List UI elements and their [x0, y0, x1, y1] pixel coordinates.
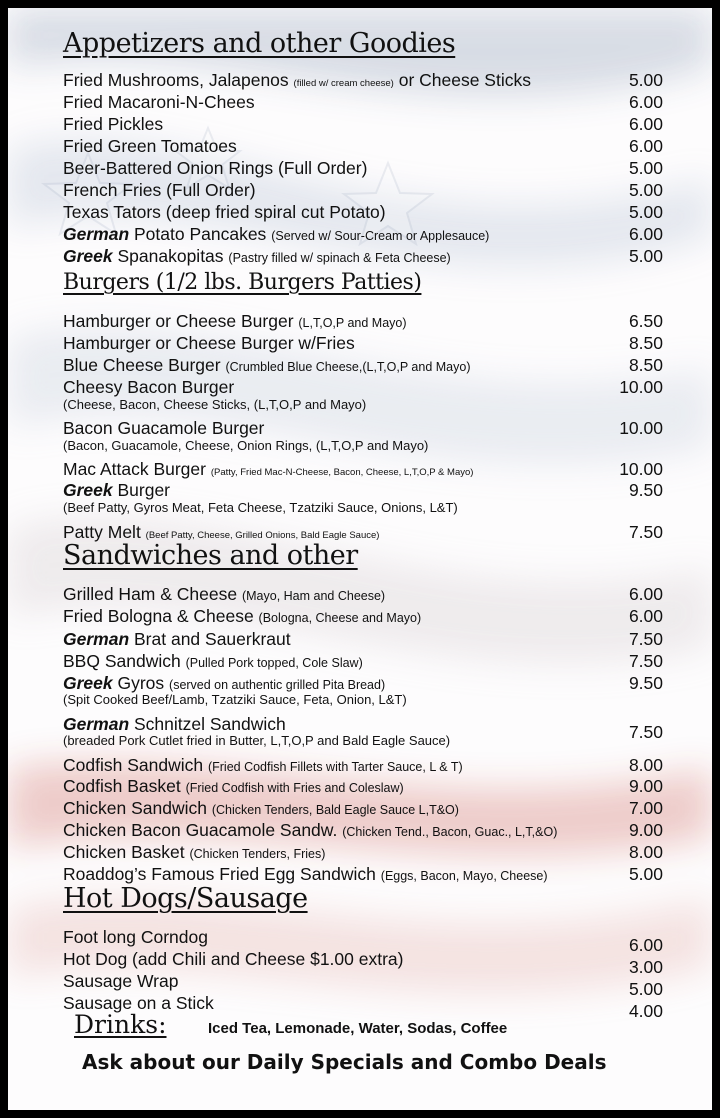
menu-item: [63, 332, 663, 354]
item-price: 7.50: [628, 629, 663, 649]
menu-item: [63, 310, 663, 332]
item-description: (Fried Codfish with Fries and Coleslaw): [185, 781, 404, 795]
menu-item: [63, 970, 663, 999]
item-price: 5.00: [628, 180, 663, 200]
item-origin: Greek: [63, 673, 113, 693]
menu-item: [63, 775, 663, 797]
menu-page: [8, 8, 712, 1110]
item-price: 4.00: [628, 1001, 663, 1021]
item-price: 6.00: [628, 606, 663, 626]
item-title: Hot Dog (add Chili and Cheese $1.00 extra): [63, 949, 404, 969]
item-description: (Bologna, Cheese and Mayo): [258, 611, 422, 625]
item-description: (Crumbled Blue Cheese,(L,T,O,P and Mayo): [225, 360, 471, 374]
item-title: Chicken Sandwich: [63, 798, 212, 818]
item-title: Beer-Battered Onion Rings (Full Order): [63, 158, 368, 178]
menu-item: [63, 91, 663, 113]
menu-item: [63, 69, 663, 91]
item-name: [63, 157, 367, 179]
item-price: 6.00: [628, 114, 663, 134]
menu-item: [63, 583, 663, 605]
item-title: Cheesy Bacon Burger: [63, 377, 235, 397]
item-description: (Mayo, Ham and Cheese): [241, 589, 386, 603]
item-title: Schnitzel Sandwich: [129, 714, 286, 734]
menu-item: [63, 841, 663, 863]
item-price: 3.00: [628, 957, 663, 977]
item-price: 6.00: [628, 584, 663, 604]
item-origin: Greek: [63, 480, 113, 500]
menu-item: [63, 926, 663, 955]
item-description: (Pastry filled w/ spinach & Feta Cheese): [228, 251, 451, 265]
menu-item: [63, 201, 663, 223]
item-price: 5.00: [628, 202, 663, 222]
item-description: (Chicken Tenders, Bald Eagle Sauce L,T&O): [211, 803, 459, 817]
item-price: 10.00: [619, 418, 663, 438]
item-title: Sausage on a Stick: [63, 993, 214, 1013]
item-title: Chicken Basket: [63, 842, 190, 862]
drinks-line: [74, 1010, 508, 1039]
item-name: [63, 713, 286, 735]
item-name: [63, 650, 363, 674]
item-price: 7.00: [628, 798, 663, 818]
item-price: 5.00: [628, 864, 663, 884]
item-name: [63, 354, 471, 378]
item-title: Roaddog’s Famous Fried Egg Sandwich: [63, 864, 381, 884]
item-description: (Patty, Fried Mac-N-Cheese, Bacon, Cheese, L,T,O,P & Mayo): [210, 467, 474, 478]
item-price: 9.00: [628, 820, 663, 840]
item-price: 6.00: [628, 136, 663, 156]
item-title: Fried Pickles: [63, 114, 164, 134]
item-description: (L,T,O,P and Mayo): [298, 316, 407, 330]
item-name: [63, 479, 170, 501]
item-name: [63, 332, 355, 354]
item-title: Hamburger or Cheese Burger w/Fries: [63, 333, 355, 353]
item-origin: German: [63, 629, 130, 649]
item-price: 5.00: [628, 979, 663, 999]
item-description: (Beef Patty, Gyros Meat, Feta Cheese, Tzatziki Sauce, Onions, L&T): [63, 500, 458, 515]
item-name: [63, 926, 208, 948]
item-title: French Fries (Full Order): [63, 180, 256, 200]
item-description: (breaded Pork Cutlet fried in Butter, L,T,O,P and Bald Eagle Sauce): [63, 733, 451, 748]
item-price: 7.50: [628, 651, 663, 671]
menu-item: [63, 479, 663, 501]
item-description: (filled w/ cream cheese): [293, 78, 394, 89]
menu-item: [63, 245, 663, 267]
item-description: (Chicken Tenders, Fries): [189, 847, 326, 861]
item-price: 5.00: [628, 246, 663, 266]
item-title: Codfish Basket: [63, 776, 186, 796]
item-name: [63, 223, 489, 247]
item-description: (Pulled Pork topped, Cole Slaw): [185, 656, 363, 670]
item-title: Potato Pancakes: [129, 224, 272, 244]
menu-item: [63, 376, 663, 398]
item-title: Fried Bologna & Cheese: [63, 606, 259, 626]
item-name: [63, 797, 459, 821]
menu-item: [63, 417, 663, 439]
item-name: [63, 245, 451, 269]
item-name: [63, 179, 256, 201]
item-title: Brat and Sauerkraut: [129, 629, 291, 649]
menu-item: [63, 863, 663, 885]
menu-item: [63, 135, 663, 157]
item-description: (Beef Patty, Cheese, Grilled Onions, Bald Eagle Sauce): [145, 530, 380, 541]
item-title: Bacon Guacamole Burger: [63, 418, 265, 438]
menu-item: [63, 754, 663, 776]
item-price: 10.00: [619, 459, 663, 479]
item-title: Grilled Ham & Cheese: [63, 584, 242, 604]
item-description: (Spit Cooked Beef/Lamb, Tzatziki Sauce, Feta, Onion, L&T): [63, 692, 407, 707]
item-price: 6.00: [628, 92, 663, 112]
item-title-continued: or Cheese Sticks: [393, 70, 531, 90]
item-name: [63, 417, 264, 439]
item-price: 5.00: [628, 70, 663, 90]
item-title: Fried Macaroni-N-Chees: [63, 92, 255, 112]
item-name: [63, 841, 325, 865]
menu-item: [63, 650, 663, 672]
menu-content: [8, 8, 712, 1110]
item-price: 8.00: [628, 755, 663, 775]
item-description: (Chicken Tend., Bacon, Guac., L,T,&O): [342, 825, 558, 839]
item-name: [63, 113, 163, 135]
item-price: 9.50: [628, 480, 663, 500]
item-title: Texas Tators (deep fried spiral cut Potato): [63, 202, 386, 222]
item-price: 10.00: [619, 377, 663, 397]
menu-item: [63, 948, 663, 977]
item-origin: German: [63, 714, 130, 734]
item-price: 5.00: [628, 158, 663, 178]
menu-item: [63, 458, 663, 480]
item-name: [63, 310, 407, 334]
item-description: (Fried Codfish Fillets with Tarter Sauce, L & T): [207, 760, 463, 774]
item-price: 6.00: [628, 935, 663, 955]
item-name: [63, 948, 403, 970]
item-name: [63, 135, 237, 157]
menu-item: [63, 223, 663, 245]
menu-item: [63, 354, 663, 376]
item-price: 6.00: [628, 224, 663, 244]
drinks-label: Drinks:: [74, 1010, 167, 1039]
menu-item: [63, 797, 663, 819]
item-name: [63, 201, 386, 223]
item-name: [63, 583, 385, 607]
item-title: Gyros: [112, 673, 170, 693]
item-origin: Greek: [63, 246, 113, 266]
item-name: [63, 775, 404, 799]
menu-item: [63, 113, 663, 135]
item-title: Fried Mushrooms, Jalapenos: [63, 70, 294, 90]
item-price: 8.00: [628, 842, 663, 862]
item-name: [63, 970, 178, 992]
item-origin: German: [63, 224, 130, 244]
item-title: Hamburger or Cheese Burger: [63, 311, 299, 331]
menu-item: [63, 628, 663, 650]
item-description: (served on authentic grilled Pita Bread): [169, 678, 386, 692]
item-price: 9.50: [628, 673, 663, 693]
specials-note: Ask about our Daily Specials and Combo Deals: [82, 1050, 607, 1074]
item-title: BBQ Sandwich: [63, 651, 186, 671]
menu-item: [63, 605, 663, 627]
burgers-heading: Burgers (1/2 lbs. Burgers Patties): [63, 270, 422, 295]
menu-item: [63, 819, 663, 841]
item-title: Sausage Wrap: [63, 971, 179, 991]
item-title: Foot long Corndog: [63, 927, 208, 947]
item-name: [63, 91, 255, 113]
item-price: 8.50: [628, 333, 663, 353]
menu-item: [63, 157, 663, 179]
item-description: (Bacon, Guacamole, Cheese, Onion Rings, (L,T,O,P and Mayo): [63, 438, 429, 453]
item-description: (Eggs, Bacon, Mayo, Cheese): [380, 869, 548, 883]
hotdogs-heading: Hot Dogs/Sausage: [63, 883, 308, 914]
menu-item: [63, 672, 663, 694]
item-price: 7.50: [628, 722, 663, 742]
sandwiches-heading: Sandwiches and other: [63, 540, 358, 571]
item-title: Chicken Bacon Guacamole Sandw.: [63, 820, 343, 840]
item-title: Codfish Sandwich: [63, 755, 208, 775]
item-name: [63, 628, 291, 650]
item-title: Patty Melt: [63, 522, 146, 542]
item-title: Blue Cheese Burger: [63, 355, 226, 375]
item-price: 9.00: [628, 776, 663, 796]
item-description: (Served w/ Sour-Cream or Applesauce): [271, 229, 490, 243]
item-name: [63, 376, 234, 398]
item-title: Fried Green Tomatoes: [63, 136, 237, 156]
item-price: 7.50: [628, 522, 663, 542]
item-title: Spanakopitas: [112, 246, 229, 266]
item-description: (Cheese, Bacon, Cheese Sticks, (L,T,O,P and Mayo): [63, 397, 367, 412]
drinks-list: Iced Tea, Lemonade, Water, Sodas, Coffee: [208, 1020, 508, 1037]
menu-item: [63, 179, 663, 201]
item-name: [63, 819, 557, 843]
item-price: 6.50: [628, 311, 663, 331]
item-title: Burger: [112, 480, 171, 500]
item-title: Mac Attack Burger: [63, 459, 211, 479]
item-price: 8.50: [628, 355, 663, 375]
appetizers-heading: Appetizers and other Goodies: [63, 28, 456, 59]
item-name: [63, 605, 421, 629]
